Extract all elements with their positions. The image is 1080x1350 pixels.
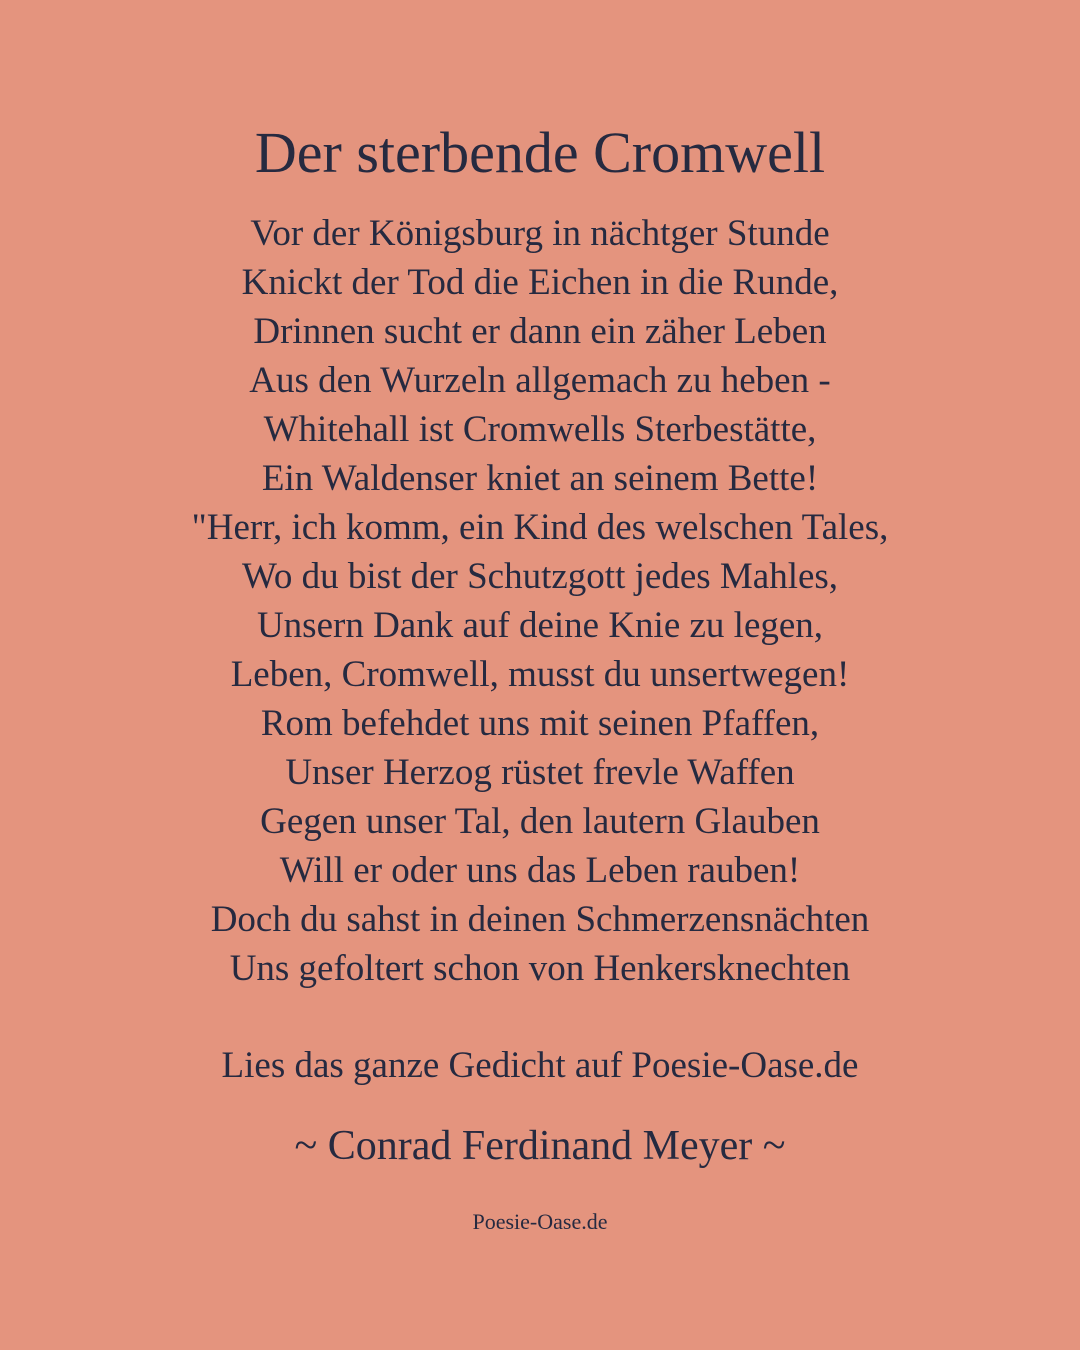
poem-line: Uns gefoltert schon von Henkersknechten	[229, 948, 851, 989]
poem-line: Rom befehdet uns mit seinen Pfaffen,	[260, 703, 820, 744]
poem-author: ~ Conrad Ferdinand Meyer ~	[294, 1123, 786, 1169]
read-full-poem-text: Lies das ganze Gedicht auf Poesie-Oase.de	[221, 1045, 859, 1086]
poem-line: Gegen unser Tal, den lautern Glauben	[260, 801, 820, 842]
poem-line: Will er oder uns das Leben rauben!	[279, 850, 801, 891]
poem-line: Knickt der Tod die Eichen in die Runde,	[241, 262, 839, 303]
poem-line: Unsern Dank auf deine Knie zu legen,	[256, 605, 824, 646]
poem-line: "Herr, ich komm, ein Kind des welschen Tales,	[191, 507, 889, 548]
poem-verses	[0, 209, 1080, 993]
poem-line: Aus den Wurzeln allgemach zu heben -	[249, 360, 831, 401]
poem-line: Leben, Cromwell, musst du unsertwegen!	[230, 654, 850, 695]
site-watermark: Poesie-Oase.de	[472, 1209, 608, 1234]
poem-line: Drinnen sucht er dann ein zäher Leben	[253, 311, 827, 352]
poem-line: Ein Waldenser kniet an seinem Bette!	[261, 458, 819, 499]
poem-line: Whitehall ist Cromwells Sterbestätte,	[263, 409, 817, 450]
poem-line: Doch du sahst in deinen Schmerzensnächten	[210, 899, 870, 940]
poem-line: Unser Herzog rüstet frevle Waffen	[285, 752, 795, 793]
poem-line: Wo du bist der Schutzgott jedes Mahles,	[241, 556, 839, 597]
poem-title: Der sterbende Cromwell	[254, 120, 826, 185]
poem-line: Vor der Königsburg in nächtger Stunde	[250, 213, 830, 254]
